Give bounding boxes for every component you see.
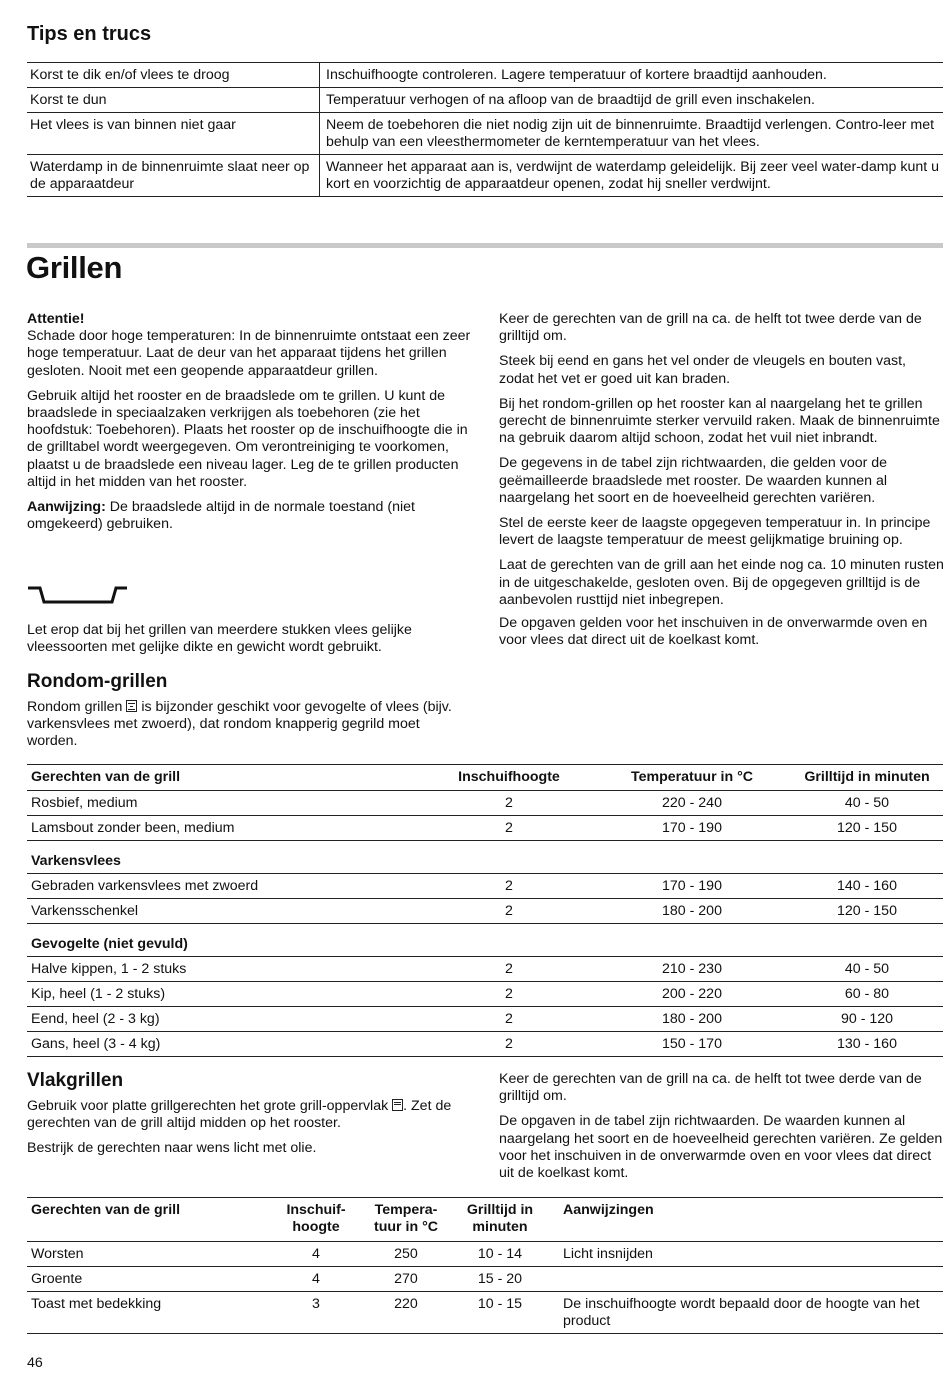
note-cell: Licht insnijden	[549, 1242, 943, 1267]
table-row	[27, 155, 943, 197]
level-cell: 2	[425, 1007, 593, 1032]
table-row	[27, 63, 943, 88]
time-cell: 40 - 50	[791, 957, 943, 982]
table-row	[27, 1007, 943, 1032]
tip-problem: Korst te dun	[27, 88, 320, 113]
flat-grill-title: Vlakgrillen	[27, 1070, 124, 1091]
column-header	[271, 1198, 361, 1242]
level-cell: 4	[271, 1242, 361, 1267]
page-title: Grillen	[26, 250, 123, 285]
note-cell	[549, 1267, 943, 1292]
level-cell: 2	[425, 957, 593, 982]
table-header-row	[27, 765, 943, 791]
column-header	[361, 1198, 451, 1242]
table-row	[27, 982, 943, 1007]
column-header: Gerechten van de grill	[27, 1198, 271, 1242]
level-cell: 2	[425, 874, 593, 899]
table-header-row	[27, 1198, 943, 1242]
table-group-row	[27, 841, 943, 874]
time-cell: 130 - 160	[791, 1032, 943, 1057]
table-row	[27, 1267, 943, 1292]
time-cell: 15 - 20	[451, 1267, 549, 1292]
intro-paragraph: Gebruik altijd het rooster en de braadslede om te grillen. U kunt de braadslede in speciaalzaken verkrijgen als toebehoren (zie het hoofdstuk: Toebehoren). Plaats het rooster op de inschuifhoogte die in de grilltabel wordt weergegeven. Om verontreiniging te voorkomen, plaatst u de braadslede een niveau lager. Leg de te grillen producten altijd in het midden van het rooster.	[27, 387, 468, 490]
dish-cell: Eend, heel (2 - 3 kg)	[27, 1007, 425, 1032]
dish-cell: Halve kippen, 1 - 2 stuks	[27, 957, 425, 982]
level-cell: 2	[425, 982, 593, 1007]
right-paragraph: Stel de eerste keer de laagste opgegeven temperatuur in. In principe levert de laagste temperatuur de meest gelijkmatige bruining op.	[499, 515, 931, 549]
tip-solution: Wanneer het apparaat aan is, verdwijnt de waterdamp geleidelijk. Bij zeer veel water-damp kunt u kort en voorzichtig de apparaatdeur openen, zodat hij sneller verdwijnt.	[320, 155, 944, 197]
attention-text: Schade door hoge temperaturen: In de binnenruimte ontstaat een zeer hoge temperatuur. Laat de deur van het apparaat tijdens het grillen gesloten. Nooit met een geopende apparaatdeur grillen.	[27, 328, 471, 379]
column-header	[451, 1198, 549, 1242]
level-cell: 3	[271, 1292, 361, 1334]
dish-cell: Lamsbout zonder been, medium	[27, 816, 425, 841]
flat-left-column	[27, 1098, 472, 1166]
right-paragraph: Keer de gerechten van de grill na ca. de helft tot twee derde van de grilltijd om.	[499, 311, 922, 345]
temperature-cell: 180 - 200	[593, 899, 791, 924]
time-cell: 10 - 15	[451, 1292, 549, 1334]
dish-cell: Gans, heel (3 - 4 kg)	[27, 1032, 425, 1057]
level-cell: 2	[425, 899, 593, 924]
time-cell: 90 - 120	[791, 1007, 943, 1032]
temperature-cell: 210 - 230	[593, 957, 791, 982]
column-header: Grilltijd in minuten	[791, 765, 943, 791]
meat-paragraph: Let erop dat bij het grillen van meerdere stukken vlees gelijke vleessoorten met gelijke dikte en gewicht wordt gebruikt.	[27, 622, 412, 656]
left-column	[27, 311, 472, 541]
right-paragraph: De opgaven gelden voor het inschuiven in de onverwarmde oven en voor vlees dat direct uit de koelkast komt.	[499, 615, 928, 649]
rondom-text	[27, 699, 472, 759]
section-divider	[27, 243, 943, 248]
column-header: Gerechten van de grill	[27, 765, 425, 791]
flat-right-paragraph: De opgaven in de tabel zijn richtwaarden. De waarden kunnen al naargelang het soort en de hoeveelheid gerechten variëren. Ze gelden voor het inschuiven in de onverwarmde oven en voor vlees dat direct uit de koelkast komt.	[499, 1113, 943, 1182]
right-paragraph: Laat de gerechten van de grill aan het einde nog ca. 10 minuten rusten in de uitgeschakelde, gesloten oven. Bij de opgegeven grilltijd is de aanbevolen rusttijd niet inbegrepen.	[499, 557, 944, 608]
time-cell: 140 - 160	[791, 874, 943, 899]
header-line: tuur in °C	[374, 1219, 438, 1235]
group-label: Varkensvlees	[27, 841, 943, 874]
tip-problem: Waterdamp in de binnenruimte slaat neer op de apparaatdeur	[27, 155, 320, 197]
temperature-cell: 180 - 200	[593, 1007, 791, 1032]
time-cell: 10 - 14	[451, 1242, 549, 1267]
tip-solution: Neem de toebehoren die niet nodig zijn uit de binnenruimte. Braadtijd verlengen. Contro-leer met behulp van een vleesthermometer de kerntemperatuur van het vlees.	[320, 113, 944, 155]
table-row	[27, 816, 943, 841]
column-header: Inschuifhoogte	[425, 765, 593, 791]
temperature-cell: 150 - 170	[593, 1032, 791, 1057]
header-line: minuten	[472, 1219, 528, 1235]
rondom-text-pre: Rondom grillen	[27, 699, 127, 715]
temperature-cell: 270	[361, 1267, 451, 1292]
tips-table	[27, 62, 943, 197]
flat-oil-paragraph: Bestrijk de gerechten naar wens licht met olie.	[27, 1140, 317, 1157]
dish-cell: Groente	[27, 1267, 271, 1292]
flat-grill-table	[27, 1197, 943, 1334]
dish-cell: Gebraden varkensvlees met zwoerd	[27, 874, 425, 899]
temperature-cell: 250	[361, 1242, 451, 1267]
level-cell: 2	[425, 1032, 593, 1057]
flat-right-paragraph: Keer de gerechten van de grill na ca. de helft tot twee derde van de grilltijd om.	[499, 1071, 922, 1105]
dish-cell: Varkensschenkel	[27, 899, 425, 924]
level-cell: 2	[425, 816, 593, 841]
tips-title: Tips en trucs	[27, 23, 152, 45]
attention-label: Attentie!	[27, 311, 85, 327]
note-cell: De inschuifhoogte wordt bepaald door de hoogte van het product	[549, 1292, 943, 1334]
table-row	[27, 1032, 943, 1057]
dish-cell: Toast met bedekking	[27, 1292, 271, 1334]
table-row	[27, 899, 943, 924]
header-line: Tempera-	[374, 1202, 438, 1218]
table-row	[27, 1242, 943, 1267]
table-group-row	[27, 924, 943, 957]
flat-text-pre: Gebruik voor platte grillgerechten het grote grill-oppervlak	[27, 1098, 393, 1114]
left-column-lower	[27, 622, 472, 664]
flat-right-column	[499, 1071, 944, 1190]
large-grill-icon	[392, 1099, 403, 1111]
dish-cell: Rosbief, medium	[27, 791, 425, 816]
temperature-cell: 220 - 240	[593, 791, 791, 816]
table-row	[27, 1292, 943, 1334]
table-row	[27, 791, 943, 816]
right-paragraph: Bij het rondom-grillen op het rooster kan al naargelang het te grillen gerecht de binnenruimte sterker vervuild raken. Maak de binnenruimte na gebruik daarom altijd schoon, zodat het vuil niet inbrandt.	[499, 395, 940, 447]
group-label: Gevogelte (niet gevuld)	[27, 924, 943, 957]
tip-solution: Inschuifhoogte controleren. Lagere temperatuur of kortere braadtijd aanhouden.	[320, 63, 944, 88]
note-paragraph	[27, 499, 472, 533]
temperature-cell: 170 - 190	[593, 816, 791, 841]
rotisserie-grill-icon	[126, 700, 137, 712]
header-line: Grilltijd in	[466, 1202, 534, 1218]
tray-icon	[27, 585, 131, 605]
time-cell: 60 - 80	[791, 982, 943, 1007]
tip-solution: Temperatuur verhogen of na afloop van de braadtijd de grill even inschakelen.	[320, 88, 944, 113]
right-column	[499, 311, 944, 657]
right-paragraph: De gegevens in de tabel zijn richtwaarden, die gelden voor de geëmailleerde braadslede met rooster. De waarden kunnen al naargelang het soort en de hoeveelheid gerechten variëren.	[499, 455, 888, 506]
column-header: Aanwijzingen	[549, 1198, 943, 1242]
table-row	[27, 113, 943, 155]
note-text: De braadslede altijd in de normale toestand (niet omgekeerd) gebruiken.	[27, 499, 415, 533]
time-cell: 120 - 150	[791, 899, 943, 924]
note-label: Aanwijzing:	[27, 499, 106, 516]
temperature-cell: 220	[361, 1292, 451, 1334]
page-number: 46	[27, 1355, 43, 1371]
temperature-cell: 170 - 190	[593, 874, 791, 899]
dish-cell: Worsten	[27, 1242, 271, 1267]
column-header: Temperatuur in °C	[593, 765, 791, 791]
right-paragraph: Steek bij eend en gans het vel onder de vleugels en bouten vast, zodat het vet er goed uit kan braden.	[499, 353, 906, 387]
time-cell: 40 - 50	[791, 791, 943, 816]
rondom-title: Rondom-grillen	[27, 671, 168, 692]
dish-cell: Kip, heel (1 - 2 stuks)	[27, 982, 425, 1007]
grill-table	[27, 764, 943, 1057]
table-row	[27, 874, 943, 899]
tip-problem: Korst te dik en/of vlees te droog	[27, 63, 320, 88]
tip-problem: Het vlees is van binnen niet gaar	[27, 113, 320, 155]
flat-text-post: . Zet de gerechten van de grill altijd midden op het rooster.	[27, 1098, 452, 1132]
rondom-text-post: is bijzonder geschikt voor gevogelte of vlees (bijv. varkensvlees met zwoerd), dat rondom knapperig gegrild moet worden.	[27, 699, 452, 750]
time-cell: 120 - 150	[791, 816, 943, 841]
level-cell: 2	[425, 791, 593, 816]
level-cell: 4	[271, 1267, 361, 1292]
temperature-cell: 200 - 220	[593, 982, 791, 1007]
table-row	[27, 957, 943, 982]
header-line: hoogte	[292, 1219, 340, 1235]
header-line: Inschuif-	[286, 1202, 346, 1218]
table-row	[27, 88, 943, 113]
